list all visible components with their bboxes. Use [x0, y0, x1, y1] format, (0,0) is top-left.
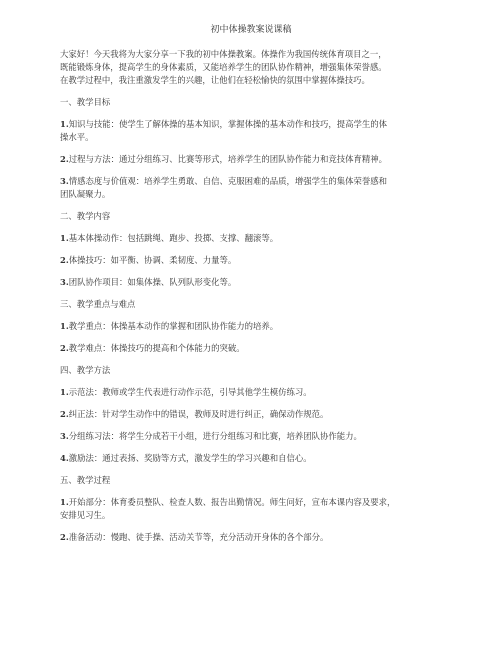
- section-heading: 三、教学重点与难点: [60, 299, 136, 309]
- list-item-text: 分组练习法：将学生分成若干小组，进行分组练习和比赛，培养团队协作能力。: [68, 431, 362, 441]
- list-item-first-line: [60, 386, 442, 399]
- list-item: [60, 531, 442, 544]
- list-item-text: 基本体操动作：包括跳绳、跑步、投掷、支撑、翻滚等。: [68, 233, 279, 243]
- list-item-number: 2.: [60, 154, 69, 164]
- list-item-text: 准备活动：慢跑、徒手操、活动关节等，充分活动开身体的各个部分。: [68, 532, 329, 542]
- intro-line: 大家好！今天我将为大家分享一下我的初中体操教案。体操作为我国传统体育项目之一，: [60, 49, 387, 59]
- list-item-first-line: [60, 232, 442, 245]
- list-item: [60, 175, 442, 201]
- list-item: [60, 496, 442, 522]
- spacer: [60, 87, 442, 96]
- spacer: [60, 377, 442, 386]
- list-item-first-line: [60, 342, 442, 355]
- list-item: [60, 153, 442, 166]
- list-item-first-line: [60, 254, 442, 267]
- list-item: [60, 320, 442, 333]
- list-item-number: 1.: [60, 321, 69, 331]
- spacer: [60, 443, 442, 452]
- list-item-first-line: [60, 175, 442, 188]
- list-item-text: 纠正法：针对学生动作中的错误，教师及时进行纠正，确保动作规范。: [68, 409, 329, 419]
- list-item: [60, 342, 442, 355]
- list-item-first-line: [60, 430, 442, 443]
- section-heading: 五、教学过程: [60, 475, 111, 485]
- list-item-first-line: [60, 496, 442, 509]
- section-heading: 四、教学方法: [60, 365, 111, 375]
- list-item-text: 开始部分：体育委员整队、检查人数、报告出勤情况。师生问好，宣布本课内容及要求，: [68, 497, 396, 507]
- list-item-number: 3.: [60, 277, 69, 287]
- list-item-first-line: [60, 531, 442, 544]
- spacer: [60, 144, 442, 153]
- list-item: [60, 408, 442, 421]
- list-item: [60, 452, 442, 465]
- list-item-number: 3.: [60, 431, 69, 441]
- list-item: [60, 430, 442, 443]
- list-item-number: 2.: [60, 532, 69, 542]
- list-item-first-line: [60, 153, 442, 166]
- list-item-number: 1.: [60, 233, 69, 243]
- list-item-text: 情感态度与价值观：培养学生勇敢、自信、克服困难的品质，增强学生的集体荣誉感和: [68, 176, 387, 186]
- list-item-text: 知识与技能：使学生了解体操的基本知识，掌握体操的基本动作和技巧，提高学生的体: [68, 119, 387, 129]
- list-item-number: 2.: [60, 343, 69, 353]
- list-item-continuation-line: 团队凝聚力。: [60, 189, 111, 199]
- list-item-continuation-line: 操水平。: [60, 132, 94, 142]
- list-item-text: 体操技巧：如平衡、协调、柔韧度、力量等。: [68, 255, 237, 265]
- list-item-number: 2.: [60, 409, 69, 419]
- spacer: [60, 421, 442, 430]
- spacer: [60, 166, 442, 175]
- list-item-text: 示范法：教师或学生代表进行动作示范，引导其他学生模仿练习。: [68, 387, 312, 397]
- list-item-text: 教学难点：体操技巧的提高和个体能力的突破。: [68, 343, 245, 353]
- list-item-text: 激励法：通过表扬、奖励等方式，激发学生的学习兴趣和自信心。: [68, 453, 312, 463]
- list-item-first-line: [60, 408, 442, 421]
- list-item-number: 2.: [60, 255, 69, 265]
- list-item-first-line: [60, 118, 442, 131]
- list-item: [60, 232, 442, 245]
- spacer: [60, 289, 442, 298]
- spacer: [60, 223, 442, 232]
- spacer: [60, 245, 442, 254]
- list-item-first-line: [60, 452, 442, 465]
- list-item-continuation-line: 安排见习生。: [60, 510, 111, 520]
- list-item-text: 团队协作项目：如集体操、队列队形变化等。: [68, 277, 237, 287]
- section-heading: 一、教学目标: [60, 97, 111, 107]
- intro-line: 既能锻炼身体，提高学生的身体素质，又能培养学生的团队协作精神，增强集体荣誉感。: [60, 62, 387, 72]
- list-item-text: 教学重点：体操基本动作的掌握和团队协作能力的培养。: [68, 321, 279, 331]
- sections-container: [60, 87, 442, 544]
- list-item-number: 4.: [60, 453, 69, 463]
- intro-line: 在教学过程中，我注重激发学生的兴趣，让他们在轻松愉快的氛围中掌握体操技巧。: [60, 75, 370, 85]
- list-item: [60, 118, 442, 144]
- spacer: [60, 311, 442, 320]
- list-item-number: 1.: [60, 119, 69, 129]
- spacer: [60, 487, 442, 496]
- spacer: [60, 522, 442, 531]
- spacer: [60, 267, 442, 276]
- list-item: [60, 254, 442, 267]
- intro-paragraph: [60, 48, 442, 87]
- list-item-number: 1.: [60, 497, 69, 507]
- spacer: [60, 333, 442, 342]
- spacer: [60, 465, 442, 474]
- document-title: 初中体操教案说课稿: [210, 25, 292, 35]
- spacer: [60, 399, 442, 408]
- list-item: [60, 276, 442, 289]
- spacer: [60, 201, 442, 210]
- section-heading: 二、教学内容: [60, 211, 111, 221]
- spacer: [60, 355, 442, 364]
- list-item-number: 3.: [60, 176, 69, 186]
- list-item-number: 1.: [60, 387, 69, 397]
- list-item: [60, 386, 442, 399]
- list-item-text: 过程与方法：通过分组练习、比赛等形式，培养学生的团队协作能力和竞技体育精神。: [68, 154, 387, 164]
- spacer: [60, 109, 442, 118]
- list-item-first-line: [60, 276, 442, 289]
- list-item-first-line: [60, 320, 442, 333]
